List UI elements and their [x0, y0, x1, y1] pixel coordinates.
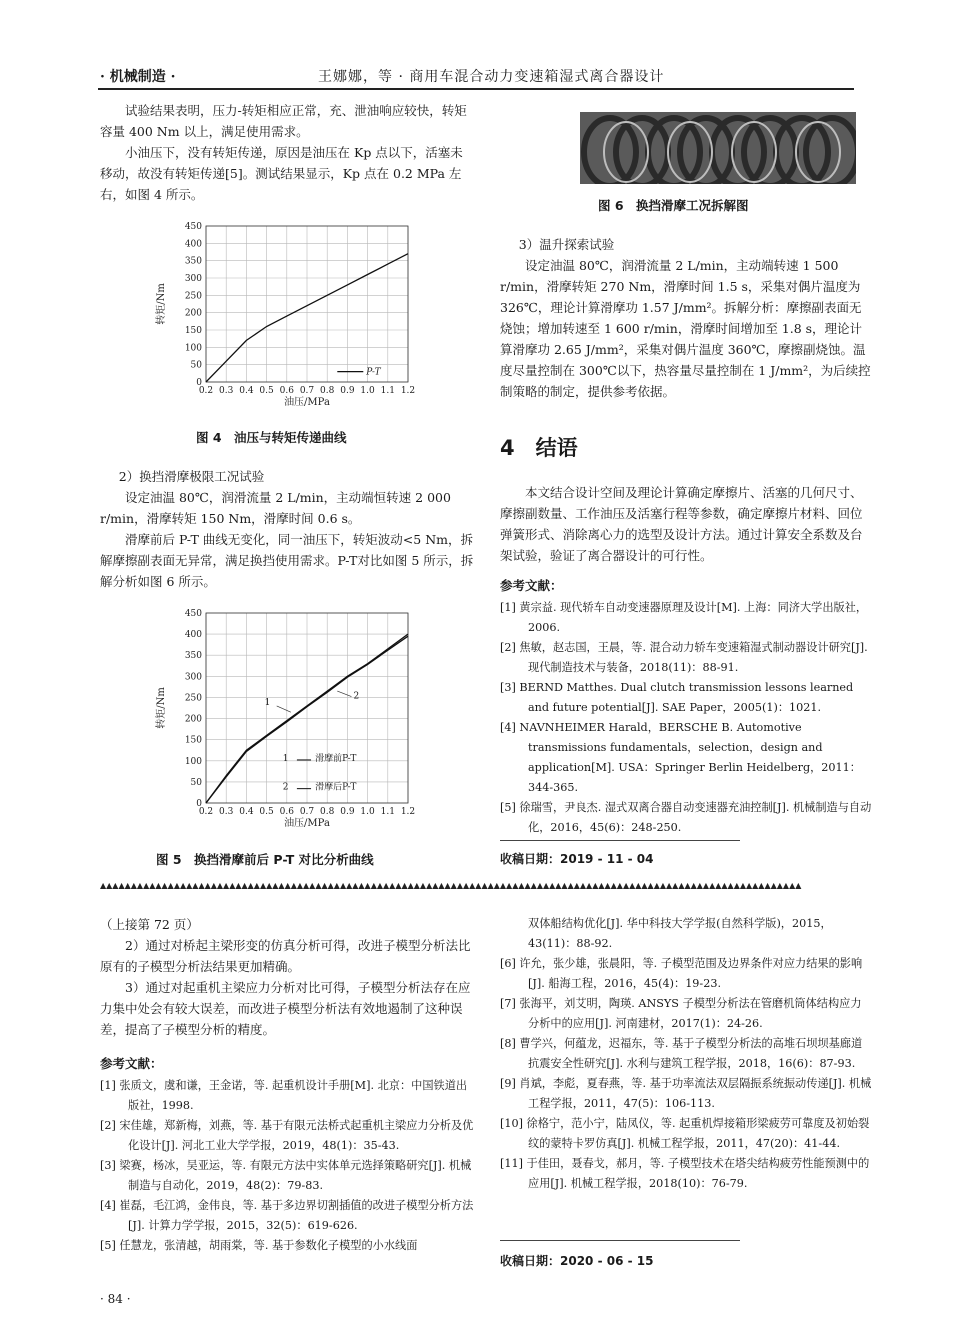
reference-list — [100, 1076, 474, 1256]
received-date: 收稿日期：2019 - 11 - 04 — [500, 852, 654, 866]
y-tick-label: 150 — [184, 735, 202, 746]
y-tick-label: 0 — [196, 799, 202, 809]
reference-item: [10] 徐格宁，范小宁，陆凤仪，等. 起重机焊接箱形梁疲劳可靠度及初始裂纹的蒙特卡罗仿真[J]. 机械工程学报，2011，47(20)：41-44. — [500, 1117, 870, 1150]
bottom-left-column — [100, 914, 474, 1040]
reference-list — [500, 598, 872, 838]
x-tick-label: 0.6 — [279, 807, 294, 817]
y-tick-label: 300 — [184, 672, 202, 683]
article-separator: ▲▲▲▲▲▲▲▲▲▲▲▲▲▲▲▲▲▲▲▲▲▲▲▲▲▲▲▲▲▲▲▲▲▲▲▲▲▲▲▲▲▲▲▲▲▲▲▲▲▲▲▲▲▲▲▲▲▲▲▲▲▲▲▲▲▲▲▲▲▲▲▲▲▲▲▲▲▲▲▲▲▲▲▲▲▲▲▲▲▲▲▲▲▲▲▲▲▲▲▲▲▲▲▲▲▲▲▲▲▲▲▲▲▲ — [100, 883, 802, 889]
y-axis-label: 转矩/Nm — [156, 283, 167, 325]
x-tick-label: 1.2 — [400, 807, 416, 817]
x-tick-label: 0.5 — [259, 807, 274, 817]
fig5-caption: 图 5 换挡滑摩前后 P-T 对比分析曲线 — [156, 852, 374, 867]
paragraph: 设定油温 80℃，润滑流量 2 L/min，主动端转速 1 500 r/min，滑摩转矩 270 Nm，滑摩时间 1.5 s，采集对偶片温度为 326℃，理论计算滑摩功 1.57 J/mm²。拆解分析：摩擦副表面无烧蚀；增加转速至 1 600 r/min，滑摩时间增加至 1.8 s，理论计算滑摩功 2.65 J/mm²，采集对偶片温度 360℃，摩擦副烧蚀。温度尽量控制在 300℃以下，热容量尽量控制在 1 J/mm²，为后续控制策略的制定，提供参考依据。 — [500, 258, 871, 399]
reference-item: [5] 徐瑞雪，尹良杰. 湿式双离合器自动变速器充油控制[J]. 机械制造与自动化，2016，45(6)：248-250. — [500, 801, 872, 834]
x-tick-label: 1.1 — [380, 807, 395, 817]
conclusion — [500, 482, 872, 566]
header-rule — [98, 88, 854, 90]
callout-line-1 — [277, 706, 291, 712]
y-tick-label: 300 — [184, 274, 202, 284]
x-tick-label: 0.3 — [219, 807, 234, 817]
reference-item: [1] 黄宗益. 现代轿车自动变速器原理及设计[M]. 上海：同济大学出版社，2006. — [500, 601, 868, 634]
fig6-caption: 图 6 换挡滑摩工况拆解图 — [598, 198, 749, 213]
x-tick-label: 1.0 — [360, 386, 375, 396]
x-tick-label: 0.5 — [259, 386, 274, 396]
right-column — [500, 234, 872, 402]
y-tick-label: 50 — [190, 777, 202, 788]
y-tick-label: 100 — [184, 343, 202, 354]
reference-item: [6] 许允，张少雄，张晨阳，等. 子模型范围及边界条件对应力结果的影响[J]. 船海工程，2016，45(4)：19-23. — [500, 957, 863, 990]
x-tick-label: 0.9 — [340, 386, 355, 396]
reference-item: [2] 宋佳雄，郑新梅，刘燕，等. 基于有限元法桥式起重机主梁应力分析及优化设计[J]. 河北工业大学学报，2019，48(1)：35-43. — [100, 1119, 474, 1152]
divider — [500, 840, 740, 841]
reference-item: [3] 梁赛，杨冰，吴亚运，等. 有限元方法中实体单元选择策略研究[J]. 机械制造与自动化，2019，48(2)：79-83. — [100, 1159, 472, 1192]
legend-label-1: 滑摩前P-T — [315, 753, 357, 764]
series-label-1: 1 — [264, 698, 271, 709]
legend-label-2: 滑摩后P-T — [315, 782, 357, 793]
section-title: 4 结语 — [500, 436, 578, 460]
references-title: 参考文献： — [100, 1056, 163, 1071]
page-number: · 84 · — [100, 1292, 131, 1306]
y-tick-label: 450 — [184, 609, 202, 619]
left-column — [100, 100, 474, 205]
fig4-caption: 图 4 油压与转矩传递曲线 — [196, 430, 347, 445]
x-tick-label: 0.6 — [279, 386, 294, 396]
legend-label: P-T — [366, 367, 381, 378]
clutch-disassembly-photo — [580, 112, 856, 184]
reference-item: [11] 于佳田，聂春戈，郝月，等. 子模型技术在塔尖结构疲劳性能预测中的应用[J]. 机械工程学报，2018(10)：76-79. — [500, 1157, 870, 1190]
x-tick-label: 0.4 — [239, 807, 254, 817]
reference-item: 双体船结构优化[J]. 华中科技大学学报(自然科学版)，2015，43(11)：88-92. — [528, 917, 832, 950]
y-tick-label: 350 — [184, 651, 202, 662]
y-tick-label: 50 — [190, 360, 202, 371]
x-tick-label: 0.4 — [239, 386, 254, 396]
x-tick-label: 1.2 — [400, 386, 416, 396]
y-tick-label: 200 — [184, 308, 202, 319]
paragraph: 小油压下，没有转矩传递，原因是油压在 Kp 点以下，活塞未移动，故没有转矩传递[5]。测试结果显示，Kp 点在 0.2 MPa 左右，如图 4 所示。 — [100, 145, 463, 202]
reference-item: [3] BERND Matthes. Dual clutch transmission lessons learned and future potential[J]. SAE Paper，2005(1)：1021. — [500, 681, 854, 714]
legend-number-1: 1 — [282, 753, 289, 764]
y-tick-label: 450 — [184, 222, 202, 232]
subsection-title: 3）温升探索试验 — [518, 237, 615, 252]
y-tick-label: 150 — [184, 326, 202, 336]
reference-item: [4] 崔磊，毛江鸿，金伟良，等. 基于多边界切割插值的改进子模型分析方法[J]. 计算力学学报，2015，32(5)：619-626. — [100, 1199, 474, 1232]
y-tick-label: 100 — [184, 756, 202, 767]
friction-plates-image — [580, 112, 856, 184]
chart-fig5 — [150, 605, 420, 840]
x-axis-label: 油压/MPa — [284, 818, 330, 829]
y-tick-label: 400 — [184, 630, 202, 641]
reference-item: [2] 焦敏，赵志国，王晨，等. 混合动力轿车变速箱湿式制动器设计研究[J]. 现代制造技术与装备，2018(11)：88-91. — [500, 641, 868, 674]
x-tick-label: 0.8 — [320, 807, 335, 817]
x-axis-label: 油压/MPa — [284, 397, 330, 408]
paragraph: 本文结合设计空间及理论计算确定摩擦片、活塞的几何尺寸、摩擦副数量、工作油压及活塞行程等参数，确定摩擦片材料、回位弹簧形式、消除离心力的选型及设计方法。通过计算安全系数及台架试验，验证了离合器设计的可行性。 — [500, 485, 863, 563]
x-tick-label: 0.7 — [299, 807, 315, 817]
reference-item: [4] NAVNHEIMER Harald，BERSCHE B. Automotive transmissions fundamentals，selection，design and application[M]. USA：Springer Berlin Heidelberg，2011：344-365. — [500, 721, 861, 794]
reference-item: [1] 张质文，虞和谦，王金诺，等. 起重机设计手册[M]. 北京：中国铁道出版社，1998. — [100, 1079, 468, 1112]
continued-note: （上接第 72 页） — [100, 917, 199, 932]
subsection-title: 2）换挡滑摩极限工况试验 — [118, 469, 265, 484]
x-tick-label: 0.2 — [198, 807, 214, 817]
received-date: 收稿日期：2020 - 06 - 15 — [500, 1254, 654, 1268]
divider — [500, 1240, 740, 1241]
journal-name: · 机械制造 · — [100, 69, 176, 85]
x-tick-label: 0.2 — [198, 386, 214, 396]
x-tick-label: 1.0 — [360, 807, 375, 817]
running-title: 王娜娜，等 · 商用车混合动力变速箱湿式离合器设计 — [318, 69, 665, 85]
y-axis-label: 转矩/Nm — [156, 687, 167, 729]
paragraph: 2）通过对桥起主梁形变的仿真分析可得，改进子模型分析法比原有的子模型分析法结果更加精确。 — [100, 938, 471, 974]
chart-fig4 — [150, 218, 420, 418]
x-tick-label: 0.9 — [340, 807, 355, 817]
reference-item: [7] 张海平，刘艾明，陶瑛. ANSYS 子模型分析法在管磨机筒体结构应力分析中的应用[J]. 河南建材，2017(1)：24-26. — [500, 997, 862, 1030]
y-tick-label: 0 — [196, 378, 202, 388]
x-tick-label: 0.7 — [299, 386, 315, 396]
reference-item: [9] 肖斌，李彪，夏春燕，等. 基于功率流法双层隔振系统振动传递[J]. 机械工程学报，2011，47(5)：106-113. — [500, 1077, 872, 1110]
y-tick-label: 200 — [184, 714, 202, 725]
paragraph: 设定油温 80℃，润滑流量 2 L/min，主动端恒转速 2 000 r/min，滑摩转矩 150 Nm，滑摩时间 0.6 s。 — [100, 490, 451, 526]
y-tick-label: 250 — [184, 693, 202, 704]
x-tick-label: 0.8 — [320, 386, 335, 396]
x-tick-label: 0.3 — [219, 386, 234, 396]
paragraph: 3）通过对起重机主梁应力分析对比可得，子模型分析法存在应力集中处会有较大误差，而改进子模型分析法有效地遏制了这种误差，提高了子模型分析的精度。 — [100, 980, 471, 1037]
left-column-mid — [100, 466, 474, 592]
legend-number-2: 2 — [282, 782, 289, 793]
reference-item: [8] 曹学兴，何蕴龙，迟福东，等. 基于子模型分析法的高堆石坝坝基廊道抗震安全性研究[J]. 水利与建筑工程学报，2018，16(6)：87-93. — [500, 1037, 863, 1070]
y-tick-label: 350 — [184, 256, 202, 267]
paragraph: 试验结果表明，压力-转矩相应正常，充、泄油响应较快，转矩容量 400 Nm 以上，满足使用需求。 — [100, 103, 467, 139]
x-tick-label: 1.1 — [380, 386, 395, 396]
y-tick-label: 250 — [184, 291, 202, 302]
paragraph: 滑摩前后 P-T 曲线无变化，同一油压下，转矩波动<5 Nm，拆解摩擦副表面无异常，满足换挡使用需求。P-T对比如图 5 所示，拆解分析如图 6 所示。 — [100, 532, 474, 589]
references-title: 参考文献： — [500, 578, 563, 593]
reference-list-continued — [500, 914, 872, 1194]
y-tick-label: 400 — [184, 239, 202, 250]
series-label-2: 2 — [353, 691, 360, 702]
reference-item: [5] 任慧龙，张清越，胡雨棠，等. 基于参数化子模型的小水线面 — [100, 1239, 418, 1252]
callout-line-2 — [337, 691, 351, 696]
